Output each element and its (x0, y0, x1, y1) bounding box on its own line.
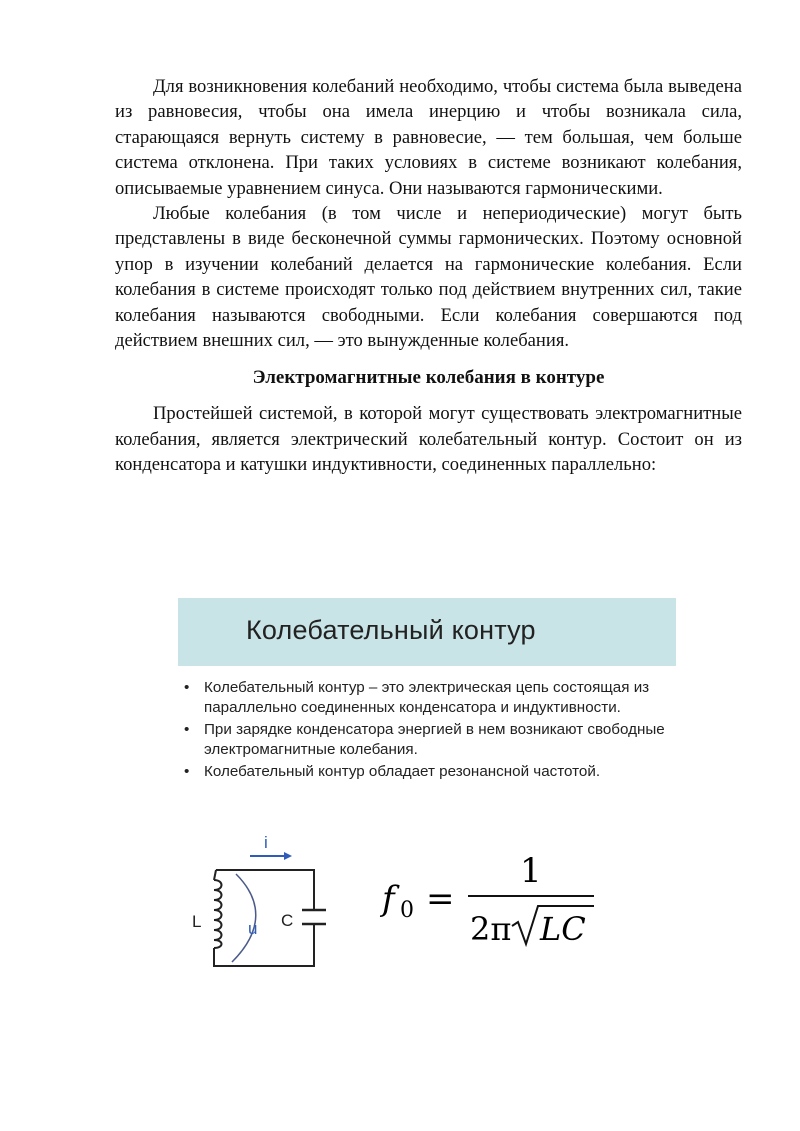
voltage-label: u (248, 919, 258, 938)
capacitor-label: C (281, 911, 294, 930)
resonance-formula (378, 848, 618, 958)
left-wire-top (214, 870, 216, 880)
formula-numerator: 1 (520, 851, 542, 891)
page-body (115, 74, 742, 478)
section-heading: Электромагнитные колебания в контуре (252, 367, 605, 389)
bullet-text: Колебательный контур обладает резонансной частотой. (204, 763, 601, 780)
formula-radicand: LC (540, 910, 586, 948)
formula-denominator-coeff: 2π (470, 910, 512, 948)
bullet-dot-icon: • (184, 721, 190, 738)
slide-bullet-list (178, 678, 676, 784)
paragraph-oscillation-conditions: Для возникновения колебаний необходимо, чтобы система была выведена из равновесия, чтобы она имела инерцию и чтобы возникала сила, старающаяся вернуть систему в равновесие, — тем большая, чем больше система отклонена. При таких условиях в системе возникают колебания, описываемые уравнением синуса. Они называются гармоническими. (115, 76, 742, 199)
bullet-item (178, 678, 676, 718)
lc-circuit-diagram (178, 830, 358, 980)
voltage-curve (232, 874, 256, 962)
bullet-text: При зарядке конденсатора энергией в нем возникают свободные электромагнитные колебания. (204, 721, 665, 758)
bullet-item (178, 720, 676, 760)
bullet-text: Колебательный контур – это электрическая цепь состоящая из параллельно соединенных конденсатора и индуктивности. (204, 679, 650, 716)
paragraph-harmonic-oscillations: Любые колебания (в том числе и непериодические) могут быть представлены в виде бесконечной суммы гармонических. Поэтому основной упор в изучении колебаний делается на гармонические колебания. Если колебания в системе происходят только под действием внутренних сил, такие колебания называются свободными. Если колебания совершаются под действием внешних сил, — это вынужденные колебания. (115, 203, 742, 352)
current-label: i (264, 833, 268, 852)
top-wire (216, 870, 314, 910)
slide-title: Колебательный контур (246, 615, 536, 645)
bullet-dot-icon: • (184, 763, 190, 780)
paragraph-oscillating-circuit: Простейшей системой, в которой могут существовать электромагнитные колебания, является электрический колебательный контур. Состоит он из конденсатора и катушки индуктивности, соединенных параллельно: (115, 403, 742, 476)
formula-lhs-subscript: 0 (400, 898, 414, 923)
current-arrow-head-icon (284, 852, 292, 860)
bottom-wire (214, 924, 314, 966)
bullet-item (178, 762, 676, 782)
slide-title-bar (178, 598, 676, 666)
slide-figure (178, 598, 676, 992)
inductor-label: L (192, 912, 202, 931)
bullet-dot-icon: • (184, 679, 190, 696)
formula-lhs: f (382, 879, 395, 919)
inductor-coil-icon (214, 880, 222, 948)
formula-equals: = (426, 879, 455, 919)
